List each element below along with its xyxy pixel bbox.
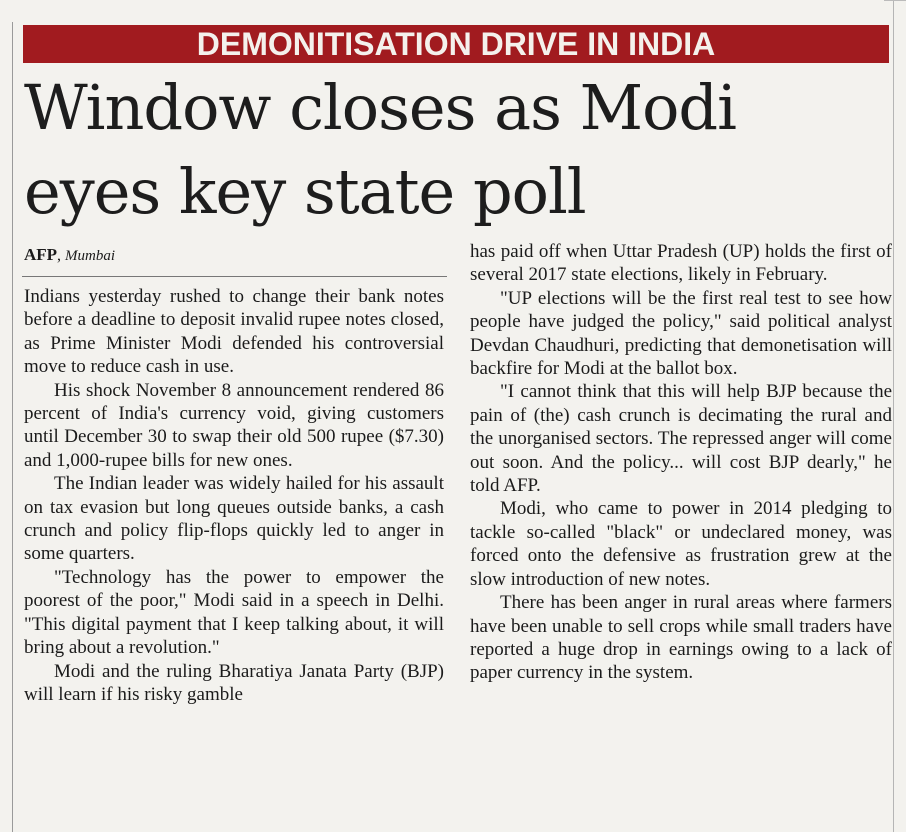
paragraph: "I cannot think that this will help BJP because the pain of (the) cash crunch is decimating the rural and the unorganised sectors. The repressed anger will come out soon. And the policy... will cost BJP dearly," he told AFP. <box>470 381 892 497</box>
paragraph: His shock November 8 announcement rendered 86 percent of India's currency void, giving customers until December 30 to swap their old 500 rupee ($7.30) and 1,000-rupee bills for new ones. <box>24 379 444 471</box>
headline-line-1: Window closes as Modi <box>24 71 736 144</box>
byline-agency: AFP <box>24 245 58 264</box>
byline-divider <box>22 276 447 277</box>
paragraph: There has been anger in rural areas where farmers have been unable to sell crops while small traders have reported a huge drop in earnings owing to a lack of paper currency in the system. <box>470 592 892 684</box>
byline <box>24 243 115 268</box>
page-left-rule <box>12 22 13 832</box>
paragraph: The Indian leader was widely hailed for his assault on tax evasion but long queues outside banks, a cash crunch and policy flip-flops quickly led to anger in some quarters. <box>24 473 444 565</box>
page-top-rule <box>884 0 906 1</box>
article-column-2 <box>470 240 892 685</box>
headline-line-2: eyes key state poll <box>24 155 586 228</box>
byline-separator: , <box>57 247 66 264</box>
article-column-1 <box>24 285 444 706</box>
section-banner: DEMONITISATION DRIVE IN INDIA <box>23 25 889 63</box>
paragraph: has paid off when Uttar Pradesh (UP) holds the first of several 2017 state elections, likely in February. <box>470 241 892 286</box>
article-headline <box>24 66 892 234</box>
page-right-rule <box>893 0 894 832</box>
paragraph: Modi and the ruling Bharatiya Janata Party (BJP) will learn if his risky gamble <box>24 660 444 705</box>
byline-place: Mumbai <box>65 248 116 264</box>
paragraph: Modi, who came to power in 2014 pledging to tackle so-called "black" or undeclared money, was forced onto the defensive as frustration grew at the slow introduction of new notes. <box>470 498 892 590</box>
paragraph: "Technology has the power to empower the poorest of the poor," Modi said in a speech in Delhi. "This digital payment that I keep talking about, it will bring about a revolution." <box>24 566 444 659</box>
paragraph: "UP elections will be the first real test to see how people have judged the policy," said political analyst Devdan Chaudhuri, predicting that demonetisation will backfire for Modi at the ballot box. <box>470 287 892 380</box>
paragraph: Indians yesterday rushed to change their bank notes before a deadline to deposit invalid rupee notes closed, as Prime Minister Modi defended his controversial move to reduce cash in use. <box>24 286 444 378</box>
